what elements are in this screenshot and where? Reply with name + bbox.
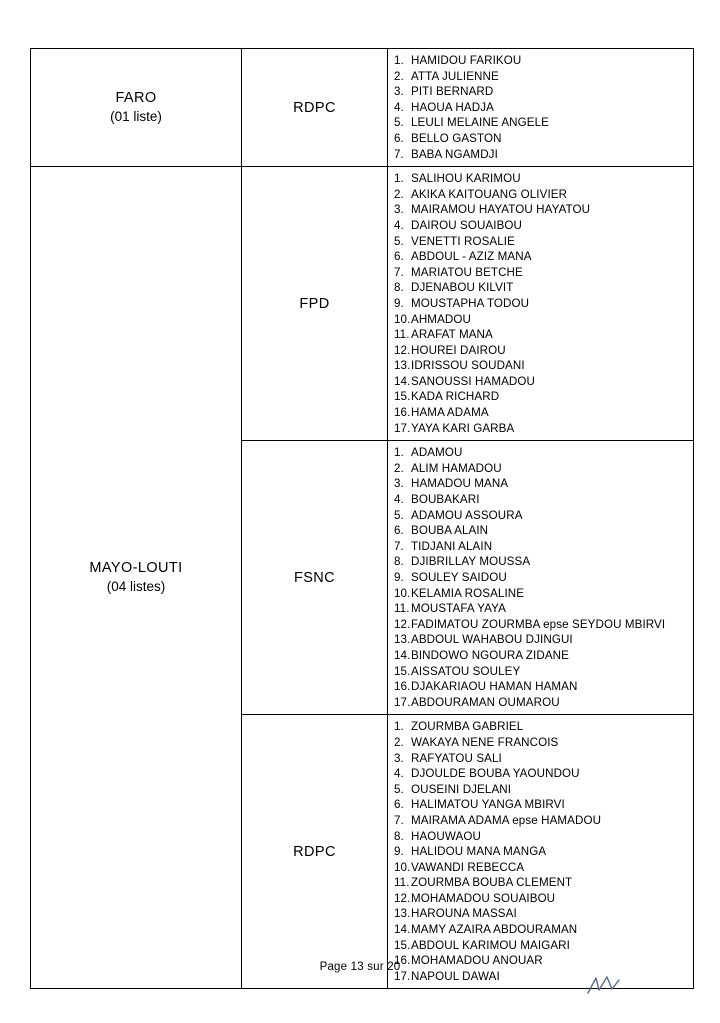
list-item-number: 3. — [394, 477, 404, 491]
list-item — [394, 875, 693, 891]
department-name: FARO — [115, 89, 157, 106]
list-item-number: 2. — [394, 461, 404, 475]
list-item-label: WAKAYA NENE FRANCOIS — [411, 735, 559, 749]
list-item-label: TIDJANI ALAIN — [411, 539, 493, 553]
list-item-label: OUSEINI DJELANI — [411, 782, 512, 796]
list-item-label: NAPOUL DAWAI — [411, 969, 500, 983]
department-cell-mayo-louti — [31, 167, 242, 989]
list-item-label: BOUBAKARI — [411, 493, 480, 507]
party-cell-faro-rdpc — [242, 49, 388, 167]
list-item-label: DJIBRILLAY MOUSSA — [411, 555, 531, 569]
list-item — [394, 343, 693, 359]
department-list-count: (04 listes) — [106, 579, 166, 595]
list-item — [394, 751, 693, 767]
list-item-label: DJENABOU KILVIT — [411, 281, 514, 295]
list-item-number: 3. — [394, 85, 404, 99]
list-item — [394, 539, 693, 555]
party-cell-mayo-louti-fsnc — [242, 441, 388, 715]
list-item-label: YAYA KARI GARBA — [411, 421, 515, 435]
list-item-label: ZOURMBA BOUBA CLEMENT — [411, 876, 573, 890]
list-item-label: SANOUSSI HAMADOU — [411, 374, 535, 388]
candidates-cell-mayo-louti-fpd — [388, 167, 694, 441]
list-item — [394, 69, 693, 85]
list-item-number: 12. — [394, 891, 411, 905]
list-item-label: MOUSTAFA YAYA — [411, 602, 506, 616]
party-cell-mayo-louti-fpd — [242, 167, 388, 441]
list-item-label: VENETTI ROSALIE — [411, 234, 515, 248]
list-item-label: KADA RICHARD — [411, 390, 500, 404]
list-item-number: 10. — [394, 586, 411, 600]
list-item-label: MAIRAMA ADAMA epse HAMADOU — [411, 813, 602, 827]
list-item — [394, 234, 693, 250]
list-item — [394, 421, 693, 437]
list-item-number: 11. — [394, 602, 410, 616]
list-item-label: MOUSTAPHA TODOU — [411, 296, 530, 310]
list-item-label: DAIROU SOUAIBOU — [411, 218, 523, 232]
list-item-label: DJAKARIAOU HAMAN HAMAN — [411, 680, 578, 694]
list-item — [394, 358, 693, 374]
list-item — [394, 280, 693, 296]
list-item-number: 10. — [394, 312, 411, 326]
list-item-label: ADAMOU ASSOURA — [411, 508, 523, 522]
list-item-label: BELLO GASTON — [411, 131, 502, 145]
candidate-list — [388, 441, 693, 714]
list-item-label: ATTA JULIENNE — [411, 69, 499, 83]
list-item — [394, 601, 693, 617]
list-item-label: MOHAMADOU ANOUAR — [411, 954, 543, 968]
list-item — [394, 648, 693, 664]
list-item-label: HAMA ADAMA — [411, 406, 489, 420]
list-item — [394, 171, 693, 187]
list-item-label: ZOURMBA GABRIEL — [411, 720, 524, 734]
list-item-number: 15. — [394, 938, 411, 952]
candidate-list-table — [30, 48, 694, 989]
list-item-number: 13. — [394, 633, 411, 647]
list-item — [394, 218, 693, 234]
list-item-label: ABDOUL KARIMOU MAIGARI — [411, 938, 570, 952]
list-item-number: 12. — [394, 617, 411, 631]
list-item-number: 4. — [394, 100, 404, 114]
list-item-number: 2. — [394, 69, 404, 83]
list-item-label: HAOUA HADJA — [411, 100, 494, 114]
party-name: FSNC — [293, 569, 336, 586]
list-item-number: 9. — [394, 571, 404, 584]
list-item-label: HALIDOU MANA MANGA — [411, 845, 547, 859]
list-item-label: FADIMATOU ZOURMBA epse SEYDOU MBIRVI — [411, 617, 666, 631]
list-item-label: MOHAMADOU SOUAIBOU — [411, 891, 556, 905]
list-item-number: 11. — [394, 876, 410, 890]
list-item-number: 8. — [394, 829, 404, 843]
list-item-label: MAIRAMOU HAYATOU HAYATOU — [411, 203, 591, 217]
handwritten-mark-icon — [586, 975, 622, 997]
list-item-label: HOUREI DAIROU — [411, 343, 506, 357]
list-item-number: 13. — [394, 359, 411, 373]
page-footer: Page 13 sur 20 — [319, 961, 401, 973]
list-item-label: RAFYATOU SALI — [411, 751, 502, 765]
list-item-number: 16. — [394, 406, 411, 420]
list-item-number: 3. — [394, 751, 404, 765]
list-item-label: AHMADOU — [411, 312, 471, 326]
list-item-number: 1. — [394, 172, 404, 186]
list-item-label: VAWANDI REBECCA — [411, 860, 525, 874]
list-item-label: ABDOUL - AZIZ MANA — [411, 250, 532, 264]
list-item-number: 9. — [394, 845, 404, 859]
list-item-number: 8. — [394, 281, 404, 295]
list-item — [394, 202, 693, 218]
candidate-list — [388, 49, 693, 166]
list-item-number: 6. — [394, 798, 404, 812]
table-row — [31, 167, 694, 441]
list-item — [394, 100, 693, 116]
list-item — [394, 461, 693, 477]
list-item-number: 7. — [394, 539, 404, 553]
department-cell-faro — [31, 49, 242, 167]
list-item-number: 14. — [394, 648, 411, 662]
list-item — [394, 53, 693, 69]
list-item — [394, 735, 693, 751]
list-item-label: ABDOURAMAN OUMAROU — [411, 695, 560, 709]
list-item-number: 17. — [394, 695, 411, 709]
list-item — [394, 296, 693, 312]
list-item-label: LEULI MELAINE ANGELE — [411, 116, 549, 130]
list-item — [394, 586, 693, 602]
list-item-label: AKIKA KAITOUANG OLIVIER — [411, 187, 568, 201]
list-item — [394, 147, 693, 163]
list-item — [394, 891, 693, 907]
list-item-label: HAROUNA MASSAI — [411, 907, 517, 921]
list-item-number: 7. — [394, 813, 404, 827]
candidate-list — [388, 715, 693, 988]
list-item — [394, 906, 693, 922]
list-item — [394, 617, 693, 633]
list-item — [394, 508, 693, 524]
list-item-label: HALIMATOU YANGA MBIRVI — [411, 798, 565, 812]
list-item-number: 6. — [394, 131, 404, 145]
list-item-number: 2. — [394, 735, 404, 749]
list-item — [394, 813, 693, 829]
list-item-number: 5. — [394, 116, 404, 130]
list-item — [394, 844, 693, 860]
list-item — [394, 265, 693, 281]
party-cell-mayo-louti-rdpc — [242, 715, 388, 989]
list-item-number: 2. — [394, 187, 404, 201]
party-name: FPD — [299, 295, 330, 312]
party-name: RDPC — [293, 843, 336, 860]
candidates-cell-faro-rdpc — [388, 49, 694, 167]
list-item-label: MAMY AZAIRA ABDOURAMAN — [411, 923, 578, 937]
list-item — [394, 187, 693, 203]
candidates-cell-mayo-louti-rdpc — [388, 715, 694, 989]
list-item — [394, 492, 693, 508]
list-item-label: AISSATOU SOULEY — [411, 664, 521, 678]
list-item-number: 4. — [394, 493, 404, 507]
list-item — [394, 797, 693, 813]
list-item — [394, 766, 693, 782]
list-item-number: 4. — [394, 218, 404, 232]
list-item-number: 16. — [394, 680, 411, 694]
list-item — [394, 389, 693, 405]
list-item — [394, 115, 693, 131]
list-item-label: HAOUWAOU — [411, 829, 481, 843]
list-item-label: ARAFAT MANA — [411, 328, 493, 342]
list-item-number: 17. — [394, 421, 411, 435]
list-item-number: 15. — [394, 664, 411, 678]
list-item-number: 17. — [394, 969, 411, 983]
list-item — [394, 632, 693, 648]
list-item-number: 5. — [394, 782, 404, 796]
list-item-label: PITI BERNARD — [411, 85, 494, 99]
list-item — [394, 476, 693, 492]
department-name: MAYO-LOUTI — [89, 559, 183, 576]
list-item — [394, 405, 693, 421]
list-item-label: ALIM HAMADOU — [411, 461, 502, 475]
list-item-number: 5. — [394, 508, 404, 522]
list-item-number: 1. — [394, 720, 404, 734]
table-row — [31, 49, 694, 167]
list-item — [394, 249, 693, 265]
list-item-label: MARIATOU BETCHE — [411, 265, 523, 279]
list-item — [394, 664, 693, 680]
list-item-number: 7. — [394, 265, 404, 279]
list-item — [394, 84, 693, 100]
list-item-label: HAMADOU MANA — [411, 477, 509, 491]
list-item-label: BINDOWO NGOURA ZIDANE — [411, 648, 569, 662]
list-item — [394, 570, 693, 586]
list-item — [394, 327, 693, 343]
list-item-number: 1. — [394, 54, 404, 67]
list-item — [394, 922, 693, 938]
list-item — [394, 938, 693, 954]
list-item-label: KELAMIA ROSALINE — [411, 586, 525, 600]
list-item-number: 10. — [394, 860, 411, 874]
list-item-number: 14. — [394, 923, 411, 937]
list-item-number: 8. — [394, 555, 404, 569]
list-item-number: 3. — [394, 203, 404, 217]
list-item-number: 12. — [394, 343, 411, 357]
list-item-label: ABDOUL WAHABOU DJINGUI — [411, 633, 573, 647]
list-item — [394, 860, 693, 876]
list-item-label: SOULEY SAIDOU — [411, 571, 507, 584]
list-item — [394, 679, 693, 695]
list-item-label: BABA NGAMDJI — [411, 147, 498, 161]
list-item-number: 11. — [394, 328, 410, 342]
list-item-number: 9. — [394, 296, 404, 310]
list-item-number: 14. — [394, 374, 411, 388]
list-item — [394, 554, 693, 570]
list-item-label: ADAMOU — [411, 446, 463, 460]
party-name: RDPC — [293, 99, 336, 116]
list-item-number: 13. — [394, 907, 411, 921]
list-item — [394, 782, 693, 798]
list-item-number: 5. — [394, 234, 404, 248]
list-item — [394, 374, 693, 390]
list-item-number: 7. — [394, 147, 404, 161]
list-item-label: BOUBA ALAIN — [411, 524, 489, 538]
candidate-list — [388, 167, 693, 440]
list-item-label: HAMIDOU FARIKOU — [411, 54, 522, 67]
list-item — [394, 719, 693, 735]
list-item-label: DJOULDE BOUBA YAOUNDOU — [411, 767, 580, 781]
list-item — [394, 829, 693, 845]
list-item-number: 16. — [394, 954, 411, 968]
list-item — [394, 523, 693, 539]
list-item — [394, 131, 693, 147]
list-item — [394, 445, 693, 461]
list-item — [394, 695, 693, 711]
list-item-number: 6. — [394, 250, 404, 264]
list-item-number: 1. — [394, 446, 404, 460]
list-item-number: 4. — [394, 767, 404, 781]
list-item-number: 6. — [394, 524, 404, 538]
department-list-count: (01 liste) — [110, 109, 162, 125]
list-item-number: 15. — [394, 390, 411, 404]
list-item-label: IDRISSOU SOUDANI — [411, 359, 525, 373]
list-item — [394, 312, 693, 328]
candidates-cell-mayo-louti-fsnc — [388, 441, 694, 715]
table-body — [31, 49, 694, 989]
list-item-label: SALIHOU KARIMOU — [411, 172, 521, 186]
